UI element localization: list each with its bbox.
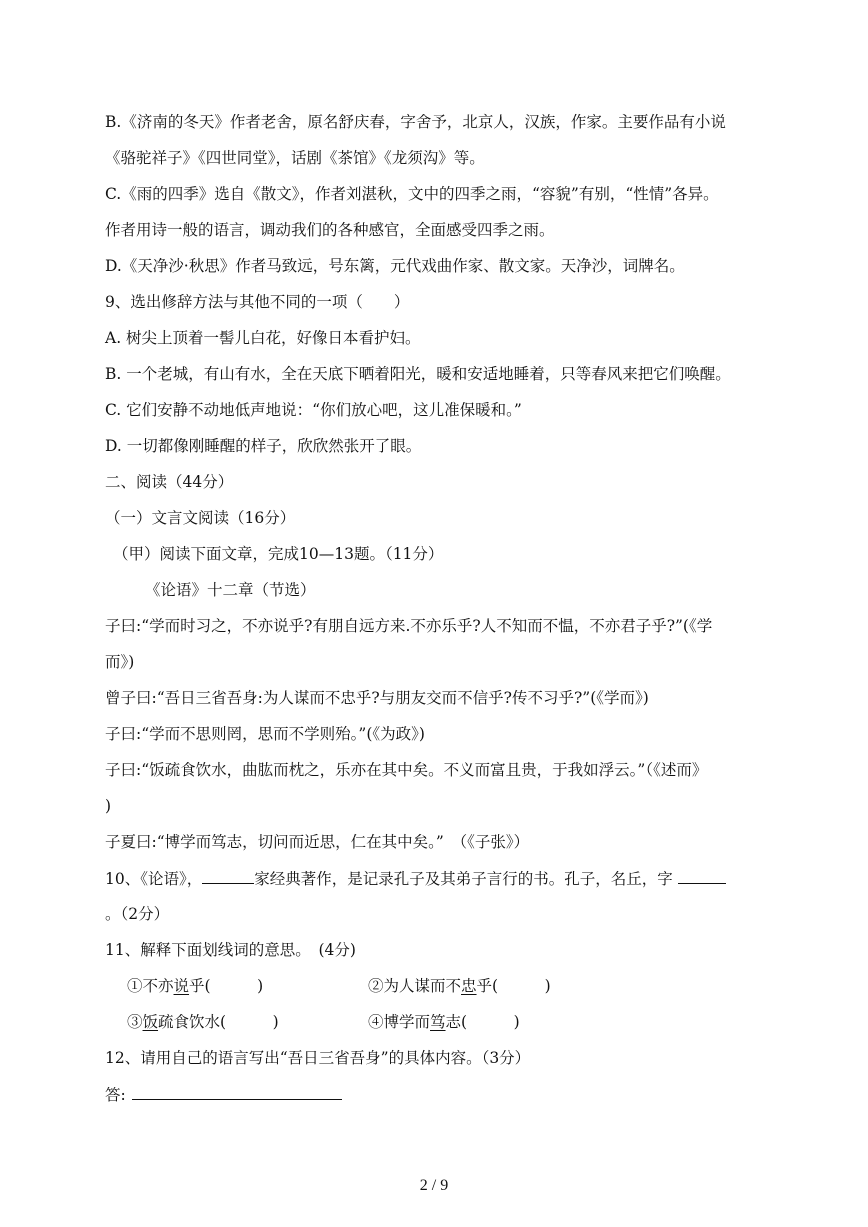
question-11-item-4 — [368, 1012, 520, 1032]
question-11-item-1 — [127, 976, 263, 996]
option-c-line-2: 作者用诗一般的语言，调动我们的各种感官，全面感受四季之雨。 — [105, 221, 555, 239]
passage-line-3: 子曰:“学而不思则罔，思而不学则殆。”(《为政》) — [105, 725, 425, 743]
question-9-option-a: A. 树尖上顶着一髻儿白花，好像日本看护妇。 — [105, 329, 421, 347]
item-4-suffix: 志( ) — [445, 1013, 520, 1031]
question-9-option-b: B. 一个老城，有山有水，全在天底下晒着阳光，暖和安适地睡着，只等春风来把它们唤醒。 — [105, 365, 731, 383]
question-9-option-d: D. 一切都像刚睡醒的样子，欣欣然张开了眼。 — [105, 437, 422, 455]
option-d-line: D.《天净沙·秋思》作者马致远，号东篱，元代戏曲作家、散文家。天净沙，词牌名。 — [105, 257, 685, 275]
question-11: 11、解释下面划线词的意思。 (4分) — [105, 941, 356, 959]
option-b-line-1: B.《济南的冬天》作者老舍，原名舒庆春，字舍予，北京人，汉族，作家。主要作品有小说 — [105, 113, 726, 131]
page-number: 2 / 9 — [419, 1177, 449, 1194]
answer-label: 答: — [105, 1086, 126, 1104]
question-9-option-c: C. 它们安静不动地低声地说：“你们放心吧，这儿准保暖和。” — [105, 401, 522, 419]
item-3-prefix: ③ — [127, 1013, 143, 1031]
option-b-line-2: 《骆驼祥子》《四世同堂》，话剧《茶馆》《龙须沟》等。 — [105, 149, 485, 167]
item-3-underlined-word: 饭 — [142, 1013, 159, 1031]
passage-line-4b: ) — [105, 797, 112, 815]
item-4-prefix: ④博学而 — [368, 1013, 431, 1031]
item-2-underlined-word: 忠 — [461, 977, 477, 995]
passage-line-4a: 子曰:“饭疏食饮水，曲肱而枕之，乐亦在其中矣。不义而富且贵，于我如浮云。”（《述而》 — [105, 761, 708, 779]
question-10-middle: 家经典著作，是记录孔子及其弟子言行的书。孔子，名丘，字 — [254, 870, 673, 888]
passage-line-2: 曾子曰:“吾日三省吾身:为人谋而不忠乎?与朋友交而不信乎?传不习乎?”(《学而》) — [105, 689, 649, 707]
item-1-prefix: ①不亦 — [127, 977, 174, 995]
question-11-item-2 — [368, 976, 551, 996]
question-9: 9、选出修辞方法与其他不同的一项（ ） — [105, 293, 410, 311]
question-10-score: 。（2分） — [105, 905, 170, 923]
subsection-1-heading: （一）文言文阅读（16分） — [105, 509, 296, 527]
item-1-underlined-word: 说 — [173, 977, 190, 995]
passage-line-5: 子夏曰:“博学而笃志，切问而近思，仁在其中矣。” （《子张》） — [105, 833, 530, 851]
passage-line-1b: 而》) — [105, 653, 135, 671]
question-10 — [105, 868, 726, 889]
question-10-prefix: 10、《论语》， — [105, 870, 203, 888]
item-1-suffix: 乎( ) — [189, 977, 264, 995]
question-10-blank-1[interactable] — [202, 868, 254, 884]
item-3-suffix: 疏食饮水( ) — [158, 1013, 279, 1031]
passage-line-1a: 子曰:“学而时习之，不亦说乎?有朋自远方来.不亦乐乎?人不知而不愠，不亦君子乎?”(《学 — [105, 617, 713, 635]
option-c-line-1: C.《雨的四季》选自《散文》，作者刘湛秋，文中的四季之雨，“容貌”有别，“性情”各异。 — [105, 185, 719, 203]
section-2-heading: 二、阅读（44分） — [105, 473, 234, 491]
item-4-underlined-word: 笃 — [430, 1013, 446, 1031]
item-2-prefix: ②为人谋而不 — [368, 977, 462, 995]
question-11-item-3 — [127, 1012, 279, 1032]
question-10-blank-2[interactable] — [678, 868, 726, 884]
answer-line — [105, 1084, 342, 1105]
passage-a-instruction: （甲）阅读下面文章，完成10—13题。（11分） — [113, 545, 444, 563]
answer-blank[interactable] — [132, 1084, 342, 1100]
passage-title: 《论语》十二章（节选） — [145, 581, 316, 599]
item-2-suffix: 乎( ) — [476, 977, 551, 995]
question-12: 12、请用自己的语言写出“吾日三省吾身”的具体内容。（3分） — [105, 1049, 531, 1067]
